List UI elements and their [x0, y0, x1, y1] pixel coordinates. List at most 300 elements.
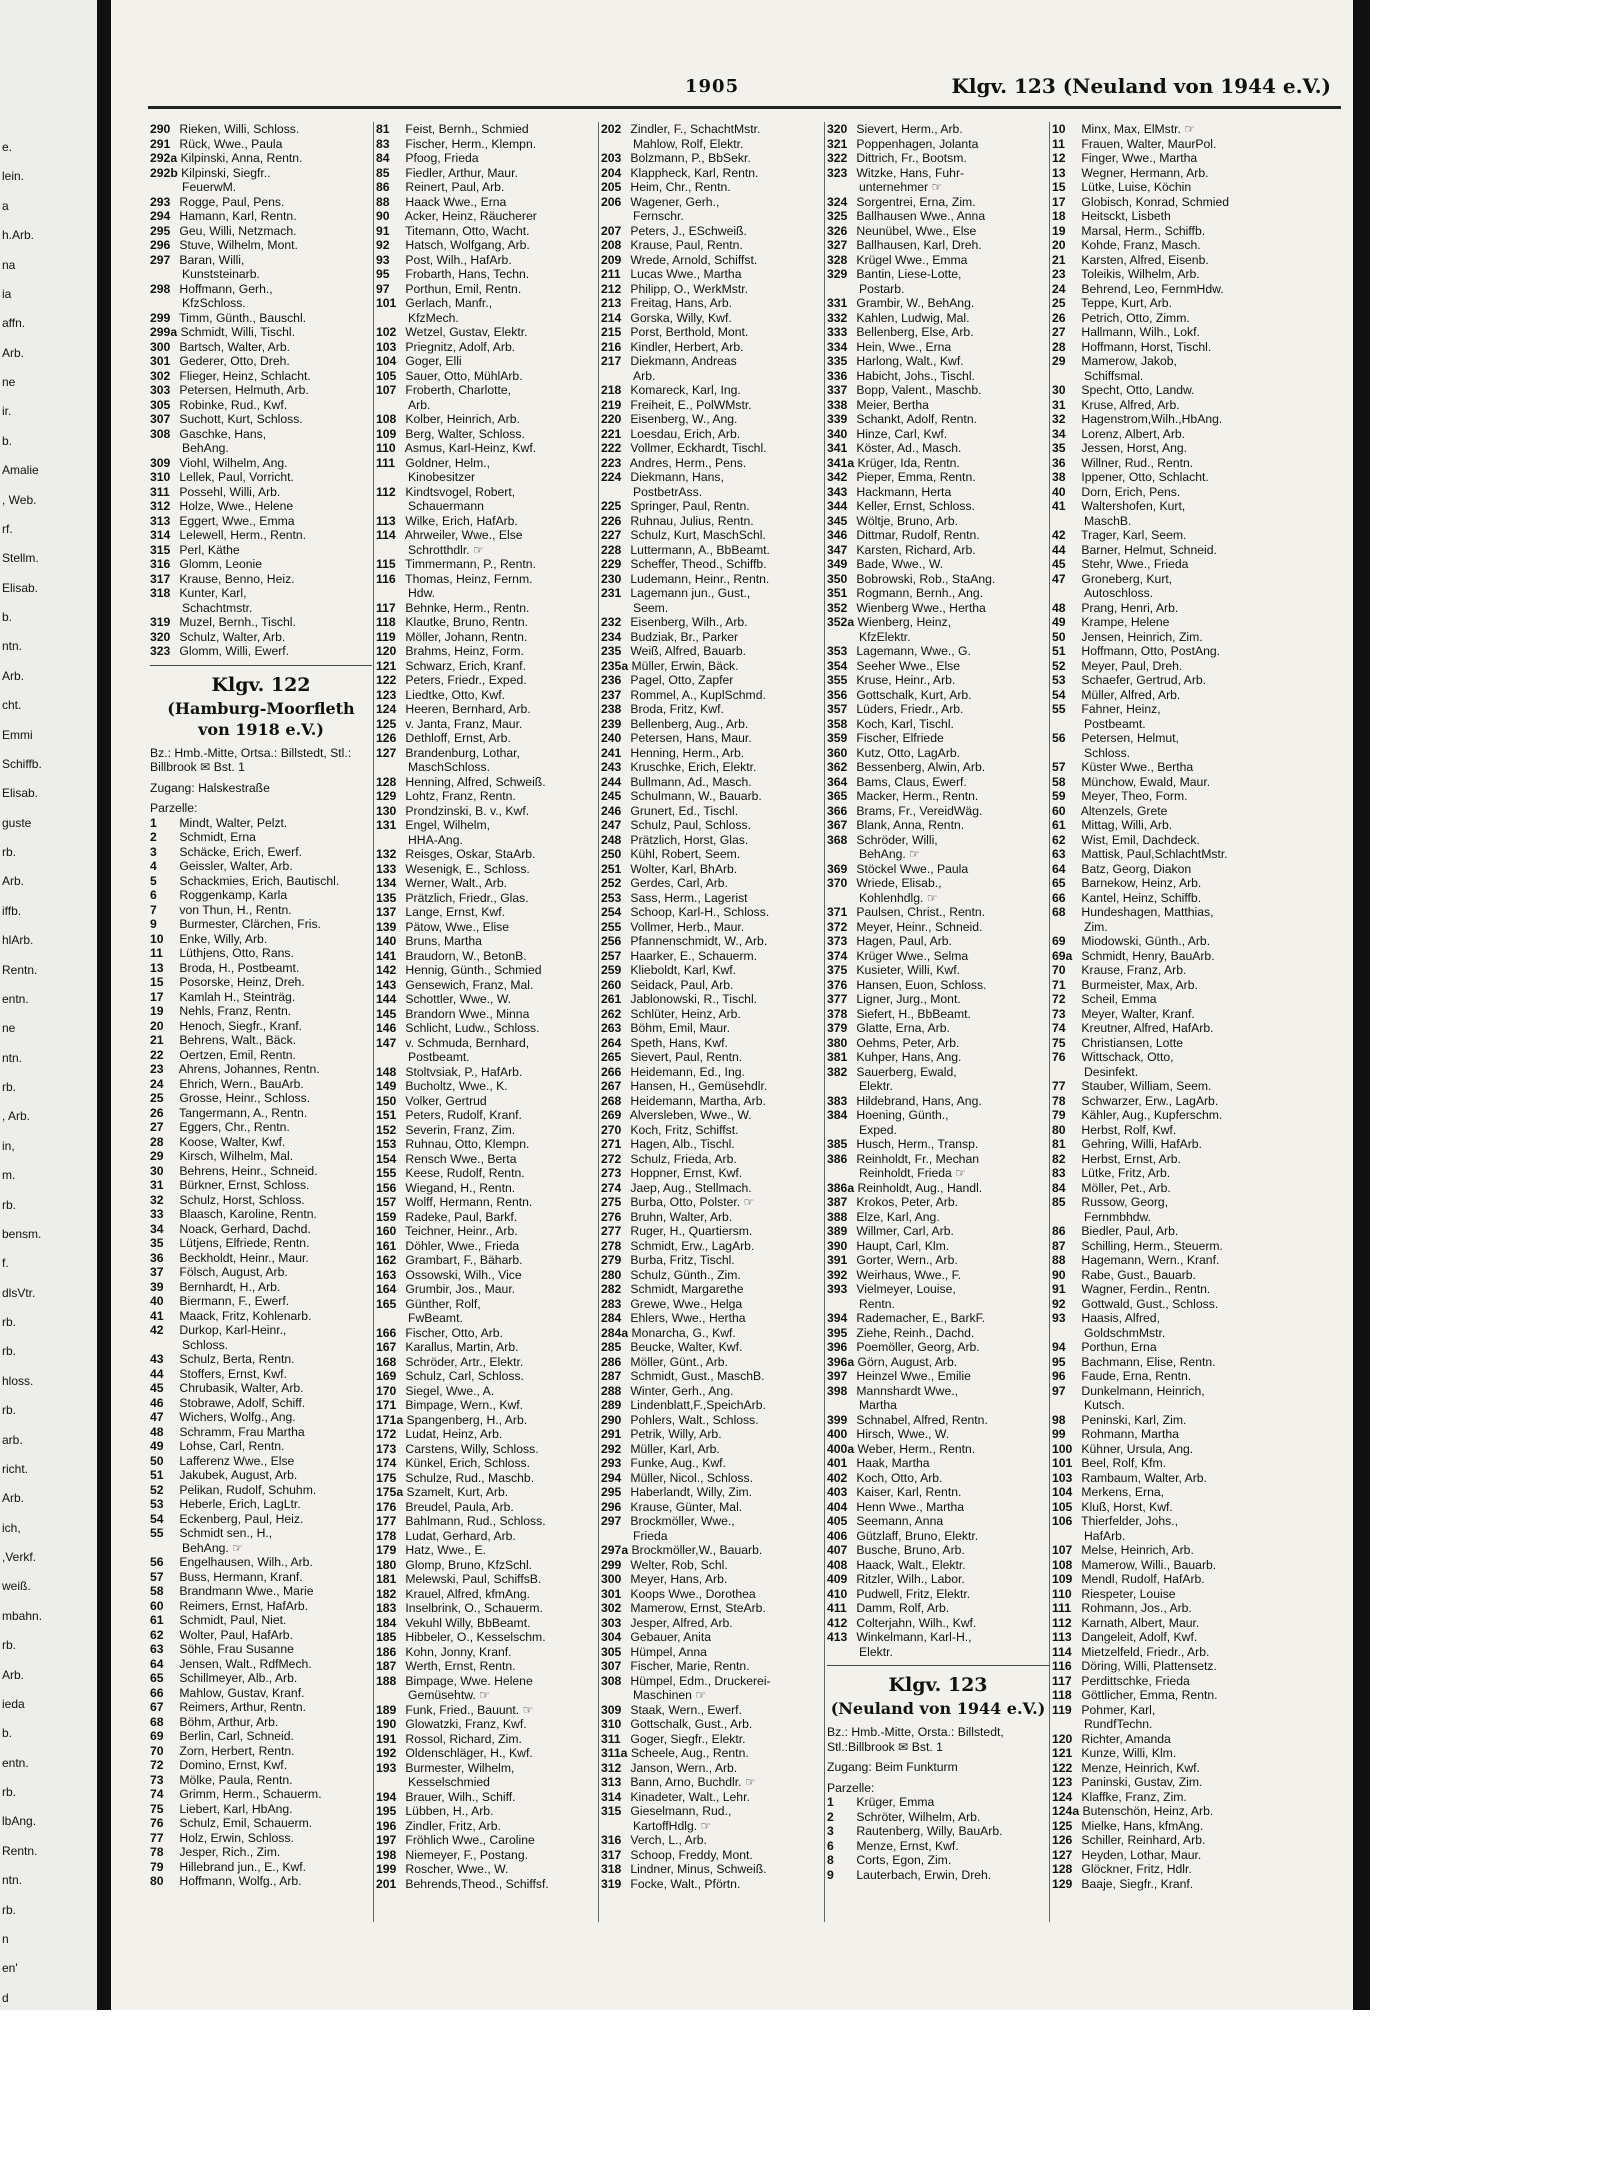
list-item	[376, 1529, 598, 1544]
parcel-number: 354	[827, 658, 848, 673]
parcel-number: 96	[1052, 1369, 1066, 1383]
parcel-number: 50	[150, 1453, 164, 1468]
list-item	[150, 166, 372, 181]
list-item	[827, 1384, 1049, 1399]
parcel-number: 77	[1052, 1079, 1066, 1093]
tenant-entry: Beel, Rolf, Kfm.	[1081, 1456, 1167, 1470]
tenant-entry: Hansen, H., Gemüsehdlr.	[630, 1079, 768, 1093]
tenant-entry: Blaasch, Karoline, Rentn.	[179, 1207, 317, 1221]
tenant-entry: Schrotthdlr. ☞	[408, 542, 484, 557]
list-item	[1052, 1311, 1274, 1326]
tenant-entry: Brockmöller,W., Bauarb.	[631, 1543, 763, 1557]
list-item	[376, 1732, 598, 1747]
list-item	[1052, 615, 1274, 630]
parcel-number: 51	[150, 1468, 164, 1482]
parcel-number: 290	[150, 122, 171, 136]
parcel-number: 341	[827, 441, 848, 455]
list-item	[1052, 1152, 1274, 1167]
list-item	[150, 1280, 372, 1295]
section-heading	[827, 1672, 1049, 1719]
list-item	[827, 1587, 1049, 1602]
list-item	[827, 731, 1049, 746]
parcel-number: 283	[601, 1296, 622, 1311]
tenant-entry: Post, Wilh., HafArb.	[405, 252, 512, 267]
list-item	[601, 1398, 823, 1413]
list-item	[150, 441, 372, 456]
tenant-entry: Hansen, Euon, Schloss.	[856, 977, 987, 992]
tenant-entry: Rentn.	[859, 1296, 895, 1311]
list-item	[601, 253, 823, 268]
list-item	[376, 847, 598, 862]
list-item	[601, 1253, 823, 1268]
list-item	[601, 1703, 823, 1718]
list-item	[376, 615, 598, 630]
parcel-number: 153	[376, 1137, 397, 1151]
list-item	[1052, 1630, 1274, 1645]
parcel-number: 28	[1052, 339, 1066, 354]
previous-page-text: ich,	[2, 1520, 21, 1535]
tenant-entry: Exped.	[859, 1122, 897, 1137]
tenant-entry: Janson, Wern., Arb.	[630, 1760, 738, 1775]
list-item	[376, 1819, 598, 1834]
parcel-number: 83	[1052, 1166, 1066, 1180]
tenant-entry: Diekmann, Hans,	[630, 470, 724, 484]
tenant-entry: Ligner, Jurg., Mont.	[856, 992, 961, 1006]
list-item	[601, 412, 823, 427]
parcel-number: 251	[601, 861, 622, 876]
list-item	[376, 1007, 598, 1022]
list-item	[1052, 543, 1274, 558]
list-item	[601, 1746, 823, 1761]
parcel-number: 3	[150, 844, 157, 859]
list-item	[150, 1149, 372, 1164]
parcel-number: 229	[601, 557, 622, 571]
list-item	[376, 137, 598, 152]
parcel-number: 292	[601, 1441, 622, 1456]
tenant-entry: Hein, Wwe., Erna	[856, 339, 952, 354]
list-item	[376, 1384, 598, 1399]
list-item	[601, 601, 823, 616]
list-item	[601, 804, 823, 819]
parcel-number: 78	[1052, 1093, 1066, 1108]
parcel-number: 102	[376, 325, 397, 339]
list-item	[150, 630, 372, 645]
tenant-entry: Engel, Wilhelm,	[405, 818, 491, 832]
parcel-number: 12	[1052, 151, 1066, 165]
parcel-number: 29	[1052, 354, 1066, 368]
list-item	[601, 456, 823, 471]
tenant-entry: Melse, Heinrich, Arb.	[1081, 1543, 1194, 1557]
list-item	[601, 1529, 823, 1544]
list-item	[150, 282, 372, 297]
parcel-number: 219	[601, 397, 622, 412]
previous-page-text: Arb.	[2, 1667, 25, 1682]
tenant-entry: Müller, Erwin, Bäck.	[631, 658, 739, 673]
tenant-entry: Brandenburg, Lothar,	[405, 745, 520, 760]
list-item	[827, 528, 1049, 543]
parcel-number: 366	[827, 803, 848, 818]
tenant-entry: Müller, Nicol., Schloss.	[630, 1470, 753, 1485]
list-item	[601, 1790, 823, 1805]
parcel-number: 41	[1052, 499, 1066, 513]
tenant-entry: Lagemann, Wwe., G.	[856, 644, 971, 658]
tenant-entry: Schulz, Horst, Schloss.	[179, 1192, 305, 1207]
tenant-entry: Acker, Heinz, Räucherer	[404, 209, 537, 223]
tenant-entry: Klautke, Bruno, Rentn.	[405, 615, 529, 629]
parcel-number: 34	[150, 1221, 164, 1236]
list-item	[376, 992, 598, 1007]
tenant-entry: Pfoog, Frieda	[405, 151, 479, 165]
section-district-info: Bz.: Hmb.-Mitte, Ortsa.: Billstedt, Stl.: Billbrook ✉ Bst. 1	[150, 745, 352, 774]
parcel-number: 181	[376, 1572, 397, 1586]
tenant-entry: Elze, Karl, Ang.	[856, 1209, 940, 1224]
tenant-entry: Peninski, Karl, Zim.	[1081, 1412, 1187, 1427]
list-item	[1052, 1746, 1274, 1761]
list-item	[150, 1019, 372, 1034]
parcel-number: 297	[601, 1514, 622, 1528]
list-item	[376, 528, 598, 543]
parcel-number: 268	[601, 1093, 622, 1108]
list-item	[376, 543, 598, 558]
tenant-entry: Mielke, Hans, kfmAng.	[1081, 1818, 1204, 1833]
parcel-number: 368	[827, 832, 848, 847]
list-item	[827, 601, 1049, 616]
parcel-number: 265	[601, 1050, 622, 1064]
parcel-number: 226	[601, 513, 622, 528]
tenant-entry: FwBeamt.	[408, 1311, 463, 1325]
tenant-entry: Zindler, F., SchachtMstr.	[630, 122, 761, 136]
tenant-entry: Jablonowski, R., Tischl.	[630, 992, 758, 1006]
tenant-entry: BehAng.	[182, 441, 229, 455]
list-item	[1052, 1427, 1274, 1442]
parcel-number: 404	[827, 1499, 848, 1514]
tenant-entry: Seeher Wwe., Else	[856, 658, 961, 673]
parcel-number: 238	[601, 702, 622, 716]
tenant-entry: Krokos, Peter, Arb.	[856, 1195, 959, 1209]
tenant-entry: Andres, Herm., Pens.	[629, 455, 747, 470]
previous-page-text: ,Verkf.	[2, 1550, 37, 1564]
previous-page-text: Elisab.	[2, 786, 39, 801]
tenant-entry: Gerlach, Manfr.,	[405, 296, 493, 310]
parcel-number: 357	[827, 702, 848, 716]
parcel-number: 345	[827, 513, 848, 528]
parcel-number: 371	[827, 905, 848, 919]
parcel-number: 145	[376, 1006, 397, 1021]
list-item	[827, 238, 1049, 253]
list-item	[150, 1773, 372, 1788]
parcel-number: 347	[827, 542, 848, 557]
list-item	[601, 1732, 823, 1747]
list-item	[150, 499, 372, 514]
tenant-entry: Bimpage, Wern., Kwf.	[405, 1398, 524, 1412]
parcel-number: 236	[601, 673, 622, 687]
tenant-entry: Bopp, Valent., Maschb.	[856, 383, 982, 397]
parcel-number: 72	[150, 1758, 164, 1772]
tenant-entry: Kunze, Willi, Klm.	[1081, 1746, 1177, 1760]
tenant-entry: Roggenkamp, Karla	[179, 888, 288, 902]
tenant-entry: Heeren, Bernhard, Arb.	[405, 702, 531, 716]
list-item	[150, 917, 372, 932]
tenant-entry: Burmeister, Max, Arb.	[1081, 977, 1198, 992]
parcel-number: 382	[827, 1064, 848, 1079]
list-item	[376, 485, 598, 500]
list-item	[601, 1297, 823, 1312]
list-item	[150, 180, 372, 195]
list-item	[827, 137, 1049, 152]
column-2	[376, 122, 598, 2002]
previous-page-text: ntn.	[2, 1873, 23, 1888]
list-item	[601, 1224, 823, 1239]
list-item	[376, 1717, 598, 1732]
list-item	[827, 1839, 1049, 1854]
parcel-number: 267	[601, 1079, 622, 1093]
tenant-entry: Krügel Wwe., Emma	[856, 252, 968, 267]
parcel-number: 68	[150, 1714, 164, 1729]
list-item	[601, 1819, 823, 1834]
list-item	[601, 485, 823, 500]
list-item	[376, 659, 598, 674]
list-item	[150, 1468, 372, 1483]
previous-page-text: Schiffb.	[2, 756, 42, 771]
parcel-number: 408	[827, 1557, 848, 1572]
tenant-entry: Eggers, Chr., Rentn.	[179, 1120, 290, 1134]
list-item	[827, 485, 1049, 500]
list-item	[1052, 1442, 1274, 1457]
section-parcel-label: Parzelle:	[150, 801, 198, 815]
parcel-number: 322	[827, 151, 848, 165]
parcel-number: 126	[376, 731, 397, 745]
tenant-entry: Kohlenhdlg. ☞	[859, 890, 938, 905]
parcel-number: 400	[827, 1427, 848, 1441]
tenant-entry: Funk, Fried., Bauunt. ☞	[405, 1702, 534, 1717]
list-item	[1052, 253, 1274, 268]
tenant-entry: Riespeter, Louise	[1081, 1586, 1176, 1601]
list-item	[376, 586, 598, 601]
tenant-entry: Fiedler, Arthur, Maur.	[405, 165, 518, 180]
previous-page-text: a	[2, 198, 9, 213]
list-item	[1052, 1065, 1274, 1080]
parcel-number: 175a	[376, 1485, 404, 1499]
tenant-entry: Brahms, Heinz, Form.	[405, 644, 524, 658]
list-item	[150, 1845, 372, 1860]
list-item	[1052, 1181, 1274, 1196]
list-item	[1052, 137, 1274, 152]
parcel-number: 367	[827, 818, 848, 832]
list-item	[1052, 151, 1274, 166]
parcel-number: 142	[376, 963, 397, 977]
tenant-entry: Rossol, Richard, Zim.	[405, 1731, 522, 1746]
list-item	[150, 195, 372, 210]
list-item	[376, 1833, 598, 1848]
list-item	[376, 296, 598, 311]
list-item	[827, 325, 1049, 340]
parcel-number: 204	[601, 165, 622, 180]
list-item	[150, 1584, 372, 1599]
previous-page-text: Arb.	[2, 668, 25, 683]
list-item	[376, 1761, 598, 1776]
tenant-entry: Rogmann, Bernh., Ang.	[856, 586, 984, 600]
parcel-number: 212	[601, 281, 622, 296]
previous-page-text: Stellm.	[2, 551, 39, 566]
list-item	[150, 1425, 372, 1440]
parcel-number: 336	[827, 368, 848, 383]
list-item	[376, 833, 598, 848]
tenant-entry: Chrubasik, Walter, Arb.	[179, 1381, 304, 1395]
list-item	[1052, 528, 1274, 543]
parcel-number: 394	[827, 1311, 848, 1325]
list-item	[376, 1862, 598, 1877]
list-item	[150, 830, 372, 845]
tenant-entry: Krüger Wwe., Selma	[856, 948, 969, 963]
tenant-entry: Groneberg, Kurt,	[1081, 571, 1173, 586]
tenant-entry: Meyer, Paul, Dreh.	[1081, 658, 1183, 673]
parcel-number: 380	[827, 1035, 848, 1050]
list-item	[601, 862, 823, 877]
list-item	[827, 586, 1049, 601]
tenant-entry: Gederer, Otto, Dreh.	[179, 354, 290, 368]
parcel-number: 46	[150, 1395, 164, 1410]
parcel-number: 57	[1052, 760, 1066, 774]
list-item	[827, 224, 1049, 239]
list-item	[376, 267, 598, 282]
tenant-entry: Teppe, Kurt, Arb.	[1081, 296, 1172, 310]
parcel-number: 92	[376, 238, 390, 252]
list-item	[376, 557, 598, 572]
tenant-entry: Stoltvsiak, P., HafArb.	[405, 1064, 523, 1079]
parcel-number: 321	[827, 136, 848, 151]
tenant-entry: Lafferenz Wwe., Else	[179, 1453, 295, 1468]
list-item	[1052, 412, 1274, 427]
parcel-number: 69	[150, 1729, 164, 1743]
list-item	[827, 427, 1049, 442]
list-item	[827, 557, 1049, 572]
section-title-line: (Hamburg-Moorfleth	[167, 698, 355, 718]
tenant-entry: v. Schmuda, Bernhard,	[405, 1035, 530, 1050]
parcel-number: 75	[150, 1801, 164, 1816]
parcel-number: 15	[1052, 180, 1066, 194]
tenant-entry: Toleikis, Wilhelm, Arb.	[1081, 267, 1200, 281]
tenant-entry: PostbetrAss.	[633, 484, 703, 499]
tenant-entry: Tangermann, A., Rentn.	[179, 1105, 308, 1120]
list-item	[601, 1717, 823, 1732]
tenant-entry: Lellek, Paul, Vorricht.	[179, 470, 294, 484]
parcel-number: 124	[1052, 1789, 1073, 1804]
list-item	[376, 311, 598, 326]
list-item	[376, 1137, 598, 1152]
list-item	[376, 1108, 598, 1123]
parcel-number: 70	[1052, 963, 1066, 977]
tenant-entry: Hagenstrom,Wilh.,HbAng.	[1081, 412, 1223, 426]
list-item	[601, 528, 823, 543]
tenant-entry: Porthun, Erna	[1081, 1340, 1157, 1354]
list-item	[601, 1413, 823, 1428]
tenant-entry: Künkel, Erich, Schloss.	[405, 1456, 531, 1470]
parcel-number: 312	[601, 1760, 622, 1775]
tenant-entry: Severin, Franz, Zim.	[405, 1122, 516, 1137]
list-item	[601, 1152, 823, 1167]
list-item	[376, 1543, 598, 1558]
list-item	[376, 412, 598, 427]
list-item	[150, 122, 372, 137]
tenant-entry: Bruhn, Walter, Arb.	[630, 1209, 733, 1224]
tenant-entry: Burmester, Clärchen, Fris.	[179, 917, 321, 931]
parcel-number: 105	[1052, 1499, 1073, 1514]
tenant-entry: Durkop, Karl-Heinr.,	[179, 1323, 287, 1337]
list-item	[601, 847, 823, 862]
parcel-number: 224	[601, 470, 622, 484]
parcel-number: 286	[601, 1354, 622, 1369]
parcel-number: 21	[150, 1033, 164, 1047]
tenant-entry: Timm, Günth., Bauschl.	[179, 310, 307, 325]
tenant-entry: Schröder, Willi,	[856, 832, 938, 847]
list-item	[376, 818, 598, 833]
parcel-number: 57	[150, 1569, 164, 1584]
list-item	[376, 1703, 598, 1718]
list-item	[1052, 1340, 1274, 1355]
parcel-number: 111	[376, 455, 395, 470]
list-item	[1052, 1195, 1274, 1210]
parcel-number: 325	[827, 209, 848, 223]
parcel-number: 107	[376, 383, 397, 397]
list-item	[601, 1645, 823, 1660]
list-item	[827, 180, 1049, 195]
tenant-entry: Goldner, Helm.,	[405, 455, 491, 470]
list-item	[376, 1471, 598, 1486]
list-item	[827, 978, 1049, 993]
tenant-entry: Möller, Pet., Arb.	[1081, 1180, 1171, 1195]
previous-page-text: rb.	[2, 845, 17, 859]
tenant-entry: Glöckner, Fritz, Hdlr.	[1081, 1862, 1192, 1876]
previous-page-fragment	[0, 0, 97, 2010]
tenant-entry: Porthun, Emil, Rentn.	[405, 281, 522, 296]
parcel-number: 83	[376, 136, 390, 151]
parcel-number: 64	[1052, 861, 1066, 876]
tenant-entry: Elektr.	[859, 1644, 893, 1659]
parcel-number: 101	[376, 296, 397, 310]
list-item	[376, 1790, 598, 1805]
parcel-number: 167	[376, 1340, 397, 1354]
list-item	[150, 456, 372, 471]
tenant-entry: Hoppner, Ernst, Kwf.	[630, 1166, 743, 1180]
parcel-number: 217	[601, 354, 622, 368]
tenant-entry: Behrens, Walt., Bäck.	[179, 1033, 297, 1047]
list-item	[601, 688, 823, 703]
list-item	[150, 1555, 372, 1570]
tenant-entry: Thomas, Heinz, Fernm.	[405, 571, 533, 586]
tenant-entry: Maschinen ☞	[633, 1688, 707, 1702]
tenant-entry: Noack, Gerhard, Dachd.	[179, 1221, 311, 1236]
previous-page-text: ne	[2, 375, 16, 389]
parcel-number: 155	[376, 1166, 397, 1180]
parcel-number: 282	[601, 1282, 622, 1296]
parcel-number: 364	[827, 774, 848, 789]
list-item	[376, 1268, 598, 1283]
parcel-number: 1	[827, 1795, 834, 1809]
list-item	[827, 1152, 1049, 1167]
parcel-number: 355	[827, 673, 848, 687]
tenant-entry: Scheele, Aug., Rentn.	[630, 1746, 749, 1760]
list-item	[376, 1601, 598, 1616]
list-item	[827, 470, 1049, 485]
parcel-number: 15	[150, 975, 164, 989]
list-item	[1052, 1210, 1274, 1225]
list-item	[1052, 1253, 1274, 1268]
list-item	[1052, 1021, 1274, 1036]
tenant-entry: Wittschack, Otto,	[1081, 1050, 1174, 1064]
tenant-entry: Broda, H., Postbeamt.	[179, 960, 300, 975]
list-item	[1052, 238, 1274, 253]
previous-page-text: bensm.	[2, 1226, 42, 1241]
